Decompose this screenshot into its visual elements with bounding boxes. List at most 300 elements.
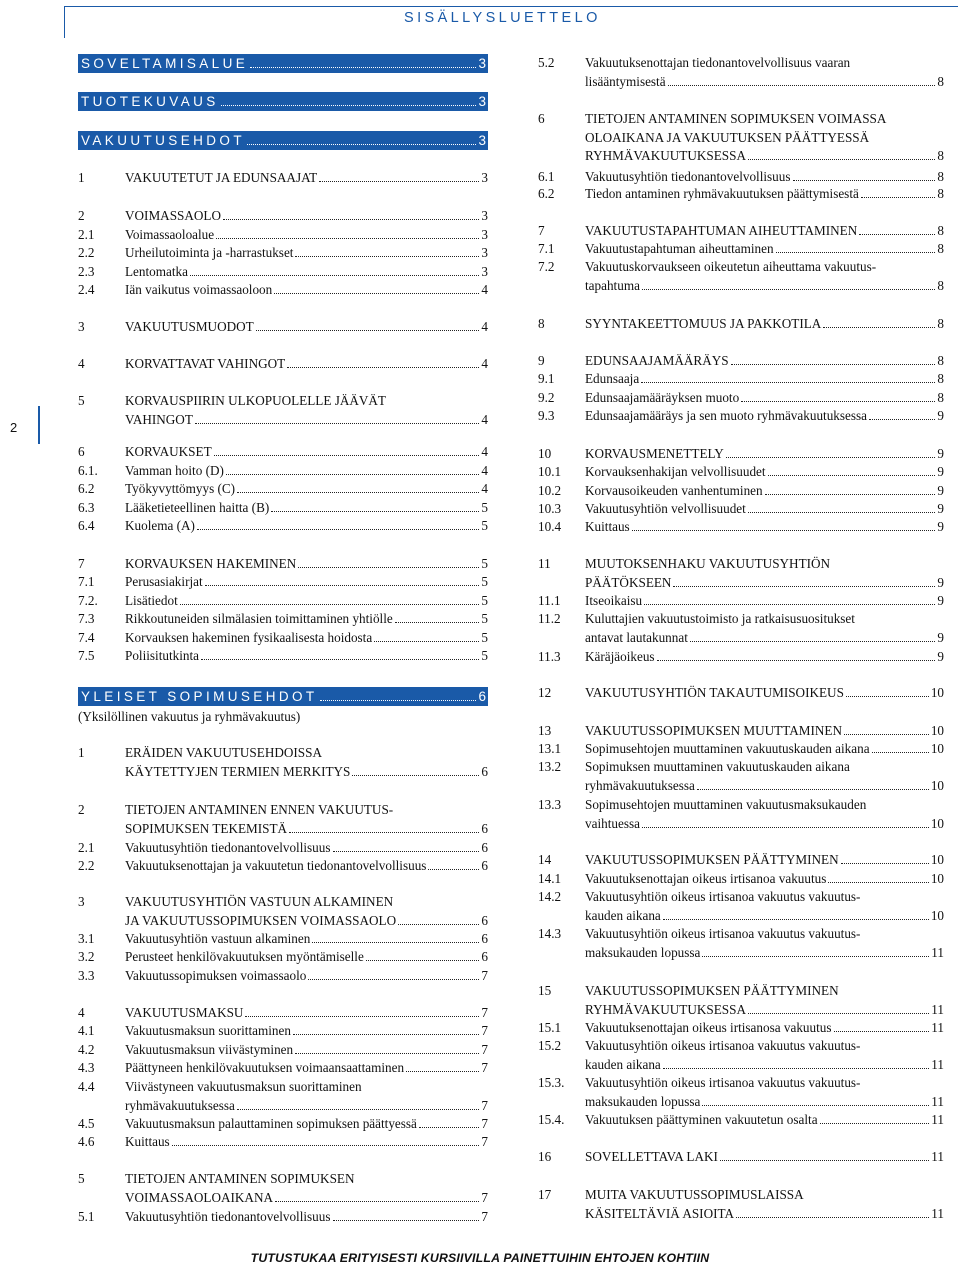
toc-section-bar[interactable] [78,687,488,706]
toc-entry-number: 8 [538,316,545,331]
toc-page-number: 4 [481,481,488,496]
toc-entry-title: TIETOJEN ANTAMINEN SOPIMUKSEN VOIMASSA [585,111,887,126]
toc-entry-line-last [585,315,944,332]
toc-dot-leader [352,775,479,776]
toc-entry-title: KÄYTETTYJEN TERMIEN MERKITYS [125,763,351,779]
toc-entry-line [125,1170,488,1187]
toc-entry-title: Iän vaikutus voimassaoloon [125,282,273,297]
toc-dot-leader [271,511,479,512]
toc-entry-line [585,258,944,275]
toc-entry-title: Edunsaaja [585,371,640,386]
toc-entry-title: KORVAUSMENETTELY [585,446,724,461]
toc-entry-number: 11 [538,556,551,571]
toc-entry-number: 4 [78,1005,85,1020]
toc-entry-title: VAKUUTETUT JA EDUNSAAJAT [125,170,318,185]
toc-page-number: 9 [937,519,944,534]
toc-entry-line-last [125,1004,488,1021]
toc-page-number: 7 [481,1189,488,1205]
page-title: SISÄLLYSLUETTELO [404,10,601,26]
toc-entry-line-last [125,355,488,372]
toc-page-number: 9 [937,649,944,664]
toc-entry-title: Urheilutoiminta ja -harrastukset [125,245,294,260]
toc-page-number: 11 [931,1001,944,1017]
toc-entry-number: 15.4. [538,1112,565,1127]
toc-entry-title: VOIMASSAOLOAIKANA [125,1189,273,1205]
toc-entry-line-last [585,445,944,462]
toc-entry-title: VAKUUTUSSOPIMUKSEN PÄÄTTYMINEN [585,983,839,998]
toc-dot-leader [776,252,936,253]
toc-entry-title: kauden aikana [585,1056,661,1072]
toc-page-number: 11 [931,944,944,960]
toc-entry-title: Voimassaoloalue [125,227,215,242]
toc-dot-leader [245,1016,479,1017]
toc-entry-title: Viivästyneen vakuutusmaksun suorittaminen [125,1079,362,1094]
toc-entry-line-last [125,462,488,479]
toc-page-number: 6 [481,820,488,836]
toc-dot-leader [663,1068,930,1069]
toc-entry-title: KORVATTAVAT VAHINGOT [125,356,286,371]
toc-entry-title: VOIMASSAOLO [125,208,221,223]
toc-page-number: 10 [930,741,944,756]
toc-dot-leader [221,105,477,106]
toc-dot-leader [237,1109,480,1110]
toc-page-number: 4 [481,356,488,371]
toc-dot-leader [702,1105,929,1106]
toc-entry-title: Perusasiakirjat [125,574,203,589]
toc-entry-line-last [125,411,488,428]
toc-entry-number: 2.4 [78,282,95,297]
toc-page-number: 3 [478,94,486,109]
footer-note: TUTUSTUKAA ERITYISESTI KURSIIVILLA PAINETTUIHIN EHTOJEN KOHTIIN [250,1251,710,1265]
toc-page-number: 6 [481,949,488,964]
toc-entry-title: MUITA VAKUUTUSSOPIMUSLAISSA [585,1187,804,1202]
toc-dot-leader [823,327,935,328]
toc-entry-title: Poliisitutkinta [125,648,200,663]
toc-page-number: 7 [481,1097,488,1113]
toc-page-number: 3 [481,227,488,242]
toc-page-number: 5 [481,574,488,589]
toc-entry-number: 4.6 [78,1134,95,1149]
toc-entry-line-last [125,857,488,874]
toc-entry-line-last [125,839,488,856]
toc-entry-line [585,54,944,71]
toc-dot-leader [741,401,935,402]
toc-entry-number: 14.2 [538,889,562,904]
toc-dot-leader [668,85,936,86]
toc-entry-title: Vakuutuksenottajan tiedonantovelvollisuus vaaran [585,55,851,70]
page-number: 2 [10,420,18,435]
toc-page-number: 5 [481,630,488,645]
toc-entry-title: VAKUUTUSMUODOT [125,319,254,334]
toc-page-number: 7 [481,1116,488,1131]
toc-entry-line-last [585,147,944,164]
toc-dot-leader [374,641,479,642]
toc-dot-leader [702,956,929,957]
toc-page-number: 5 [481,593,488,608]
toc-entry-number: 15 [538,983,552,998]
toc-page-number: 3 [481,245,488,260]
toc-entry-number: 7.4 [78,630,95,645]
toc-page-number: 4 [481,411,488,427]
toc-page-number: 9 [937,574,944,590]
toc-entry-number: 13 [538,723,552,738]
toc-entry-line-last [585,389,944,406]
toc-page-number: 8 [937,148,944,164]
toc-entry-line-last [125,318,488,335]
toc-entry-line-last [585,352,944,369]
toc-entry-title: maksukauden lopussa [585,1093,701,1109]
toc-entry-number: 2.3 [78,264,95,279]
toc-page-number: 3 [481,170,488,185]
toc-dot-leader [869,419,935,420]
toc-entry-line-last [585,629,944,646]
toc-entry-number: 4.1 [78,1023,95,1038]
toc-entry-number: 10.3 [538,501,562,516]
toc-dot-leader [720,1160,929,1161]
toc-page-number: 9 [937,629,944,645]
toc-entry-title: Lentomatka [125,264,188,279]
toc-entry-number: 6 [78,444,85,459]
toc-entry-line [125,1078,488,1095]
toc-entry-number: 12 [538,685,552,700]
toc-entry-line-last [585,370,944,387]
toc-dot-leader [841,863,929,864]
toc-entry-title: Lääketieteellinen haitta (B) [125,500,270,515]
toc-entry-line-last [125,1115,488,1132]
toc-dot-leader [736,1217,929,1218]
toc-page-number: 3 [478,133,486,148]
toc-page-number: 3 [481,264,488,279]
toc-dot-leader [726,457,936,458]
toc-page-number: 8 [937,371,944,386]
toc-entry-line [125,801,488,818]
toc-page-number: 11 [931,1205,944,1221]
toc-entry-line-last [125,1208,488,1225]
toc-entry-title: Vakuutusmaksun palauttaminen sopimuksen päättyessä [125,1116,417,1131]
toc-entry-line-last [125,820,488,837]
toc-dot-leader [247,144,477,145]
toc-dot-leader [319,181,479,182]
toc-entry-title: Käräjäoikeus [585,649,655,664]
toc-dot-leader [333,851,480,852]
toc-entry-title: Vakuutusyhtiön tiedonantovelvollisuus [585,169,791,184]
toc-entry-number: 3 [78,319,85,334]
toc-dot-leader [748,159,935,160]
toc-dot-leader [333,1220,480,1221]
toc-dot-leader [768,475,936,476]
toc-entry-line-last [585,518,944,535]
toc-dot-leader [673,586,935,587]
toc-entry-line-last [585,500,944,517]
toc-entry-line-last [585,1148,944,1165]
toc-dot-leader [190,275,479,276]
toc-dot-leader [287,367,479,368]
toc-entry-number: 6 [538,111,545,126]
toc-entry-title: Vakuutuksen päättyminen vakuutetun osalta [585,1112,818,1127]
toc-entry-title: Vakuutusyhtiön oikeus irtisanoa vakuutus vakuutus- [585,926,861,941]
toc-page-number: 7 [481,1023,488,1038]
toc-dot-leader [308,979,479,980]
toc-entry-number: 4.3 [78,1060,95,1075]
page-number-tab [0,406,40,444]
toc-entry-line [585,555,944,572]
toc-entry-line [585,1037,944,1054]
toc-entry-number: 11.3 [538,649,561,664]
toc-entry-line-last [125,1059,488,1076]
toc-dot-leader [644,604,935,605]
toc-dot-leader [214,455,480,456]
toc-entry-title: maksukauden lopussa [585,944,701,960]
toc-entry-number: 2.2 [78,858,95,873]
toc-entry-line [585,1074,944,1091]
toc-entry-line-last [585,907,944,924]
toc-entry-line-last [125,912,488,929]
toc-entry-number: 9.2 [538,390,555,405]
toc-entry-title: Korvauksen hakeminen fysikaalisesta hoidosta [125,630,373,645]
toc-page-number: 6 [481,840,488,855]
toc-entry-number: 3.3 [78,968,95,983]
toc-entry-line-last [585,185,944,202]
toc-entry-title: kauden aikana [585,907,661,923]
toc-dot-leader [295,256,479,257]
toc-page-number: 7 [481,1134,488,1149]
toc-entry-number: 6.1. [78,463,98,478]
toc-entry-line-last [125,930,488,947]
toc-entry-line-last [585,222,944,239]
toc-entry-line-last [125,573,488,590]
toc-entry-number: 7.2. [78,593,98,608]
toc-dot-leader [793,180,936,181]
toc-dot-leader [748,1013,929,1014]
toc-entry-number: 2 [78,208,85,223]
toc-entry-line-last [585,777,944,794]
toc-entry-number: 6.3 [78,500,95,515]
toc-entry-title: Vakuutusyhtiön tiedonantovelvollisuus [125,840,331,855]
toc-page-number: 10 [930,777,944,793]
toc-entry-number: 16 [538,1149,552,1164]
toc-entry-title: TIETOJEN ANTAMINEN SOPIMUKSEN [125,1171,355,1186]
toc-page-number: 6 [481,858,488,873]
toc-dot-leader [274,293,479,294]
toc-entry-line-last [585,463,944,480]
toc-entry-number: 2.2 [78,245,95,260]
toc-entry-line-last [125,1133,488,1150]
toc-page-number: 3 [481,208,488,223]
toc-dot-leader [205,585,480,586]
toc-dot-leader [201,659,479,660]
toc-entry-line-last [585,592,944,609]
toc-dot-leader [428,869,479,870]
toc-dot-leader [172,1145,480,1146]
toc-dot-leader [295,1053,479,1054]
toc-entry-title: Sopimusehtojen muuttaminen vakuutusmaksukauden [585,797,867,812]
toc-entry-title: MUUTOKSENHAKU VAKUUTUSYHTIÖN [585,556,831,571]
toc-entry-title: VAKUUTUSSOPIMUKSEN PÄÄTTYMINEN [585,852,839,867]
toc-entry-number: 15.3. [538,1075,565,1090]
toc-dot-leader [765,494,936,495]
toc-entry-number: 1 [78,170,85,185]
toc-entry-title: Itseoikaisu [585,593,643,608]
toc-page-number: 7 [481,1209,488,1224]
toc-entry-number: 9 [538,353,545,368]
toc-entry-title: vaihtuessa [585,815,640,831]
toc-dot-leader [748,512,936,513]
toc-dot-leader [180,604,480,605]
toc-entry-line-last [125,244,488,261]
toc-entry-line-last [125,1022,488,1039]
toc-dot-leader [275,1201,479,1202]
toc-section-bar[interactable] [78,131,488,150]
toc-entry-line-last [125,763,488,780]
toc-entry-line [125,744,488,761]
toc-dot-leader [406,1071,479,1072]
toc-page-number: 10 [930,723,944,738]
toc-entry-title: Kuittaus [585,519,630,534]
toc-entry-line-last [585,1093,944,1110]
toc-entry-title: TIETOJEN ANTAMINEN ENNEN VAKUUTUS- [125,802,394,817]
toc-dot-leader [642,289,935,290]
toc-page-number: 11 [931,1149,944,1164]
toc-entry-line-last [125,1189,488,1206]
toc-entry-title: JA VAKUUTUSSOPIMUKSEN VOIMASSAOLO [125,912,397,928]
toc-entry-number: 1 [78,745,85,760]
toc-dot-leader [320,700,477,701]
toc-entry-line [585,110,944,127]
toc-entry-title: OLOAIKANA JA VAKUUTUKSEN PÄÄTTYESSÄ [585,129,870,145]
toc-entry-line-last [125,555,488,572]
toc-entry-title: KÄSITELTÄVIÄ ASIOITA [585,1205,735,1221]
toc-entry-number: 7.2 [538,259,555,274]
toc-entry-number: 9.3 [538,408,555,423]
toc-entry-line-last [585,73,944,90]
toc-page-number: 11 [931,1093,944,1109]
toc-entry-line-last [585,240,944,257]
toc-entry-title: Vakuutusyhtiön oikeus irtisanoa vakuutus vakuutus- [585,1038,861,1053]
toc-entry-title: tapahtuma [585,277,640,293]
toc-dot-leader [731,364,936,365]
toc-entry-number: 3 [78,894,85,909]
toc-page-number: 8 [937,390,944,405]
toc-entry-number: 13.3 [538,797,562,812]
toc-dot-leader [366,960,480,961]
toc-entry-title: Vakuutusmaksun suorittaminen [125,1023,291,1038]
toc-page-number: 6 [481,931,488,946]
toc-entry-line-last [125,948,488,965]
toc-page-number: 7 [481,1060,488,1075]
toc-entry-number: 7.1 [538,241,555,256]
toc-dot-leader [632,530,936,531]
toc-entry-line-last [585,851,944,868]
toc-entry-number: 5 [78,1171,85,1186]
toc-entry-line-last [585,1019,944,1036]
toc-entry-title: Kuittaus [125,1134,170,1149]
toc-entry-title: KORVAUSPIIRIN ULKOPUOLELLE JÄÄVÄT [125,393,386,408]
toc-entry-number: 7.5 [78,648,95,663]
toc-entry-title: RYHMÄVAKUUTUKSESSA [585,148,746,164]
toc-entry-line-last [585,277,944,294]
toc-entry-title: Vakuutusyhtiön oikeus irtisanoa vakuutus vakuutus- [585,889,861,904]
toc-page-number: 10 [930,871,944,886]
toc-dot-leader [395,622,480,623]
toc-page-number: 7 [481,968,488,983]
toc-page-number: 9 [937,483,944,498]
toc-entry-number: 9.1 [538,371,555,386]
toc-entry-number: 10.2 [538,483,562,498]
toc-entry-number: 6.1 [538,169,555,184]
toc-entry-number: 7.3 [78,611,95,626]
toc-entry-line-last [585,1001,944,1018]
toc-page-number: 9 [937,464,944,479]
toc-dot-leader [256,330,480,331]
toc-page-number: 6 [481,912,488,928]
toc-dot-leader [398,924,479,925]
toc-entry-title: Vakuutusmaksun viivästyminen [125,1042,294,1057]
toc-dot-leader [872,752,929,753]
toc-entry-title: antavat lautakunnat [585,629,688,645]
toc-entry-line [585,925,944,942]
toc-page-number: 11 [931,1020,944,1035]
toc-dot-leader [663,919,929,920]
toc-page-number: 10 [930,852,944,867]
toc-entry-title: Vakuutusyhtiön vastuun alkaminen [125,931,311,946]
toc-entry-number: 10 [538,446,552,461]
toc-entry-line-last [585,1111,944,1128]
toc-entry-number: 5.2 [538,55,555,70]
toc-entry-title: Rikkoutuneiden silmälasien toimittaminen yhtiölle [125,611,393,626]
toc-entry-number: 7 [538,223,545,238]
toc-section-bar[interactable] [78,54,488,73]
toc-entry-title: VAHINGOT [125,411,193,427]
toc-page-number: 8 [937,353,944,368]
toc-entry-line-last [125,226,488,243]
toc-entry-line-last [125,1097,488,1114]
toc-entry-line-last [125,1041,488,1058]
toc-entry-title: Kuolema (A) [125,518,195,533]
toc-entry-title: Tiedon antaminen ryhmävakuutuksen päättymisestä [585,186,859,201]
toc-dot-leader [195,423,480,424]
toc-dot-leader [834,1031,930,1032]
toc-page-number: 4 [481,463,488,478]
toc-entry-line-last [585,870,944,887]
toc-entry-number: 5.1 [78,1209,95,1224]
toc-entry-line-last [585,684,944,701]
toc-entry-number: 7.1 [78,574,95,589]
toc-entry-line-last [585,722,944,739]
toc-entry-title: Sopimusehtojen muuttaminen vakuutuskauden aikana [585,741,870,756]
toc-entry-title: Kuluttajien vakuutustoimisto ja ratkaisusuositukset [585,611,855,626]
toc-entry-line [125,893,488,910]
toc-entry-title: VAKUUTUSYHTIÖN VASTUUN ALKAMINEN [125,894,394,909]
toc-entry-title: RYHMÄVAKUUTUKSESSA [585,1001,746,1017]
toc-entry-line-last [125,967,488,984]
toc-entry-line-last [125,263,488,280]
toc-entry-line-last [125,629,488,646]
toc-dot-leader [216,238,479,239]
toc-page-number: 3 [478,56,486,71]
toc-entry-title: VAKUUTUSTAPAHTUMAN AIHEUTTAMINEN [585,223,858,238]
toc-entry-line [585,888,944,905]
toc-entry-number: 6.2 [538,186,555,201]
toc-entry-line [585,129,944,146]
toc-section-bar[interactable] [78,92,488,111]
toc-entry-line [585,610,944,627]
toc-entry-line-last [585,740,944,757]
toc-entry-title: Vakuutusyhtiön oikeus irtisanoa vakuutus vakuutus- [585,1075,861,1090]
toc-dot-leader [250,67,476,68]
toc-dot-leader [697,789,929,790]
toc-dot-leader [197,529,479,530]
toc-page-number: 4 [481,444,488,459]
